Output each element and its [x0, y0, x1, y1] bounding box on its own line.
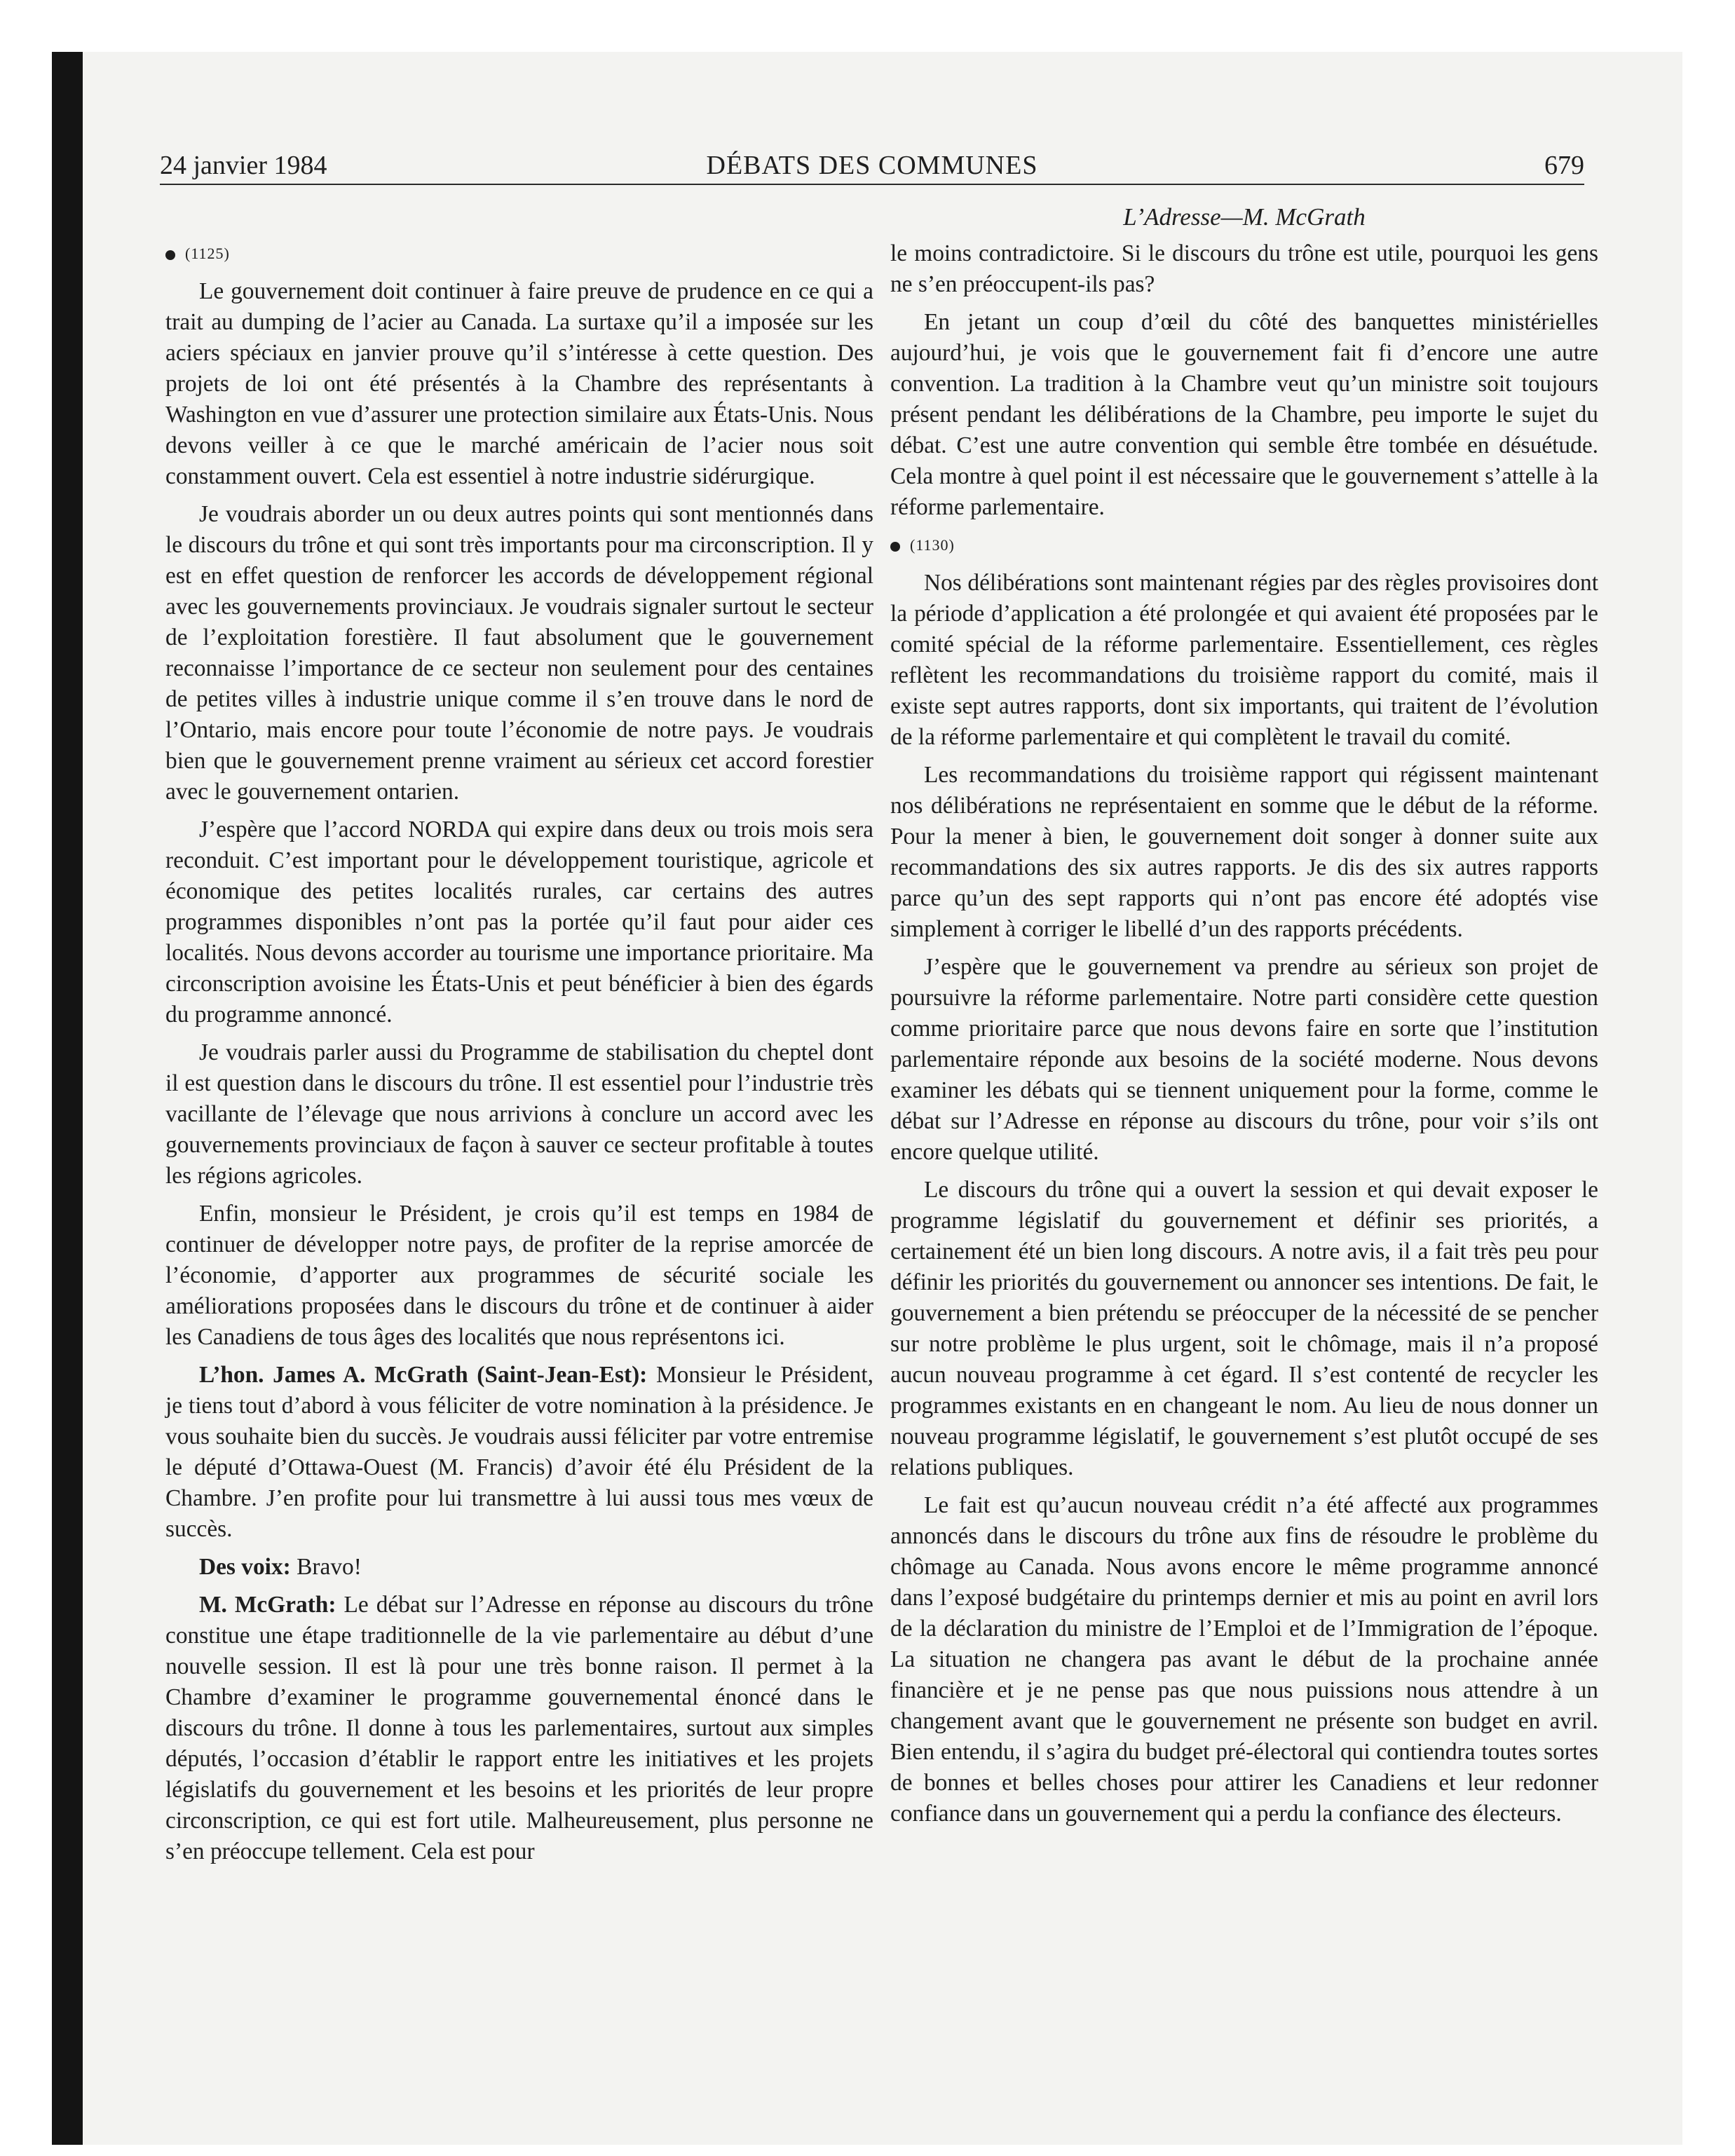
speech-text: Le débat sur l’Adresse en réponse au discours du trône constitue une étape traditionnelle de la vie parlementaire au début d’une nouvelle session. Il est là pour une très bonne raison. Il permet à la Chambre d’examiner le programme gouvernemental énoncé dans le discours du trône. Il donne à tous les parlementaires, surtout aux simples députés, l’occasion d’établir le rapport entre les initiatives et les projets législatifs du gouvernement et les besoins et les priorités de leur propre circonscription, ce qui est fort utile. Malheureusement, plus personne ne s’en préoccupe tellement. Cela est pour: [165, 1592, 873, 1864]
paragraph: J’espère que le gouvernement va prendre au sérieux son projet de poursuivre la réforme parlementaire. Notre parti considère cette question comme prioritaire parce que nous devons faire en sorte que l’institution parlementaire réponde aux besoins de la société moderne. Nous devons examiner les débats qui se tiennent uniquement pour la forme, comme le débat sur l’Adresse en réponse au discours du trône, pour voir s’ils ont encore quelque utilité.: [890, 954, 1598, 1165]
scan-border: [52, 52, 83, 2145]
paragraph: Le discours du trône qui a ouvert la session et qui devait exposer le programme législatif du gouvernement et définir ses priorités, a certainement été un bien long discours. A notre avis, il a fait très peu pour définir les priorités du gouvernement ou annoncer ses intentions. De fait, le gouvernement a bien prétendu se préoccuper de la nécessité de se pencher sur notre problème le plus urgent, soit le chômage, mais il n’a proposé aucun nouveau programme à cet égard. Il s’est contenté de recycler les programmes existants en en changeant le nom. Au lieu de nous donner un nouveau programme législatif, le gouvernement s’est plutôt occupé de ses relations publiques.: [890, 1177, 1598, 1480]
speaker-name: L’hon. James A. McGrath (Saint-Jean-Est):: [199, 1362, 648, 1388]
header-title: DÉBATS DES COMMUNES: [706, 151, 1038, 180]
speaker-name: M. McGrath:: [199, 1592, 336, 1618]
running-head: L’Adresse—M. McGrath: [1123, 203, 1366, 231]
speech-text: Monsieur le Président, je tiens tout d’abord à vous féliciter de votre nomination à la présidence. Je vous souhaite bien du succès. Je voudrais aussi féliciter par votre entremise le député d’Ottawa-Ouest (M. Francis) d’avoir été élu Président de la Chambre. J’en profite pour lui transmettre à lui aussi tous mes vœux de succès.: [165, 1362, 874, 1542]
paragraph: Je voudrais parler aussi du Programme de stabilisation du cheptel dont il est question dans le discours du trône. Il est essentiel pour l’industrie très vacillante de l’élevage que nous arrivions à conclure un accord avec les gouvernements provinciaux de façon à sauver ce secteur profitable à toutes les régions agricoles.: [165, 1039, 873, 1189]
time-marker-label: (1130): [910, 536, 955, 554]
page-header: [160, 147, 1584, 185]
speech-paragraph: [165, 1590, 873, 1867]
paragraph: Le fait est qu’aucun nouveau crédit n’a été affecté aux programmes annoncés dans le discours du trône aux fins de résoudre le problème du chômage au Canada. Nous avons encore le même programme annoncé dans l’exposé budgétaire du printemps dernier et mis au point en avril lors de la déclaration du ministre de l’Emploi et de l’Immigration de l’époque. La situation ne changera pas avant le début de la prochaine année financière et je ne pense pas que nous puissions nous attendre à un changement avant que le gouvernement ne présente son budget en avril. Bien entendu, il s’agira du budget pré-électoral qui contiendra toutes sortes de bonnes et belles choses pour attirer les Canadiens et leur redonner confiance dans un gouvernement qui a perdu la confiance des électeurs.: [890, 1492, 1598, 1827]
time-marker-label: (1125): [185, 245, 230, 262]
speech-paragraph: [165, 1360, 873, 1545]
header-date: 24 janvier 1984: [160, 151, 327, 180]
paragraph: le moins contradictoire. Si le discours du trône est utile, pourquoi les gens ne s’en préoccupent-ils pas?: [890, 240, 1598, 297]
paragraph: Nos délibérations sont maintenant régies par des règles provisoires dont la période d’application a été prolongée et qui avaient été proposées par le comité spécial de la réforme parlementaire. Essentiellement, ces règles reflètent les recommandations du troisième rapport du comité, mais il existe sept autres rapports, dont six importants, qui traitent de l’évolution de la réforme parlementaire et qui complètent le travail du comité.: [890, 570, 1598, 750]
paragraph: Enfin, monsieur le Président, je crois qu’il est temps en 1984 de continuer de développer notre pays, de profiter de la reprise amorcée de l’économie, d’apporter aux programmes de sécurité sociale les améliorations proposées dans le discours du trône et de continuer à aider les Canadiens de tous âges des localités que nous représentons ici.: [165, 1201, 873, 1350]
paragraph: J’espère que l’accord NORDA qui expire dans deux ou trois mois sera reconduit. C’est important pour le développement touristique, agricole et économique des petites localités rurales, car certains des autres programmes disponibles n’ont pas la portée qu’il faut pour aider ces localités. Nous devons accorder au tourisme une importance prioritaire. Ma circonscription avoisine les États-Unis et peut bénéficier à bien des égards du programme annoncé.: [165, 817, 873, 1028]
speaker-name: Des voix:: [199, 1554, 291, 1580]
paragraph: Je voudrais aborder un ou deux autres points qui sont mentionnés dans le discours du trône et qui sont très importants pour ma circonscription. Il y est en effet question de renforcer les accords de développement régional avec les gouvernements provinciaux. Je voudrais signaler surtout le secteur de l’exploitation forestière. Il faut absolument que le gouvernement reconnaisse l’importance de ce secteur non seulement pour des centaines de petites villes à industrie unique comme il s’en trouve dans le nord de l’Ontario, mais encore pour toute l’économie de notre pays. Je voudrais bien que le gouvernement prenne vraiment au sérieux cet accord forestier avec le gouvernement ontarien.: [165, 501, 873, 805]
speech-text: Bravo!: [290, 1554, 362, 1580]
paragraph: En jetant un coup d’œil du côté des banquettes ministérielles aujourd’hui, je vois que le gouvernement fait fi d’encore une autre convention. La tradition à la Chambre veut qu’un ministre soit toujours présent pendant les délibérations de la Chambre, peu importe le sujet du débat. C’est une autre convention qui semble être tombée en désuétude. Cela montre à quel point il est nécessaire que le gouvernement s’attelle à la réforme parlementaire.: [890, 309, 1598, 520]
right-column: [890, 238, 1598, 1836]
bullet-icon: [890, 542, 900, 552]
page-number: 679: [1544, 151, 1584, 180]
paragraph: Le gouvernement doit continuer à faire preuve de prudence en ce qui a trait au dumping de l’acier au Canada. La surtaxe qu’il a imposée sur les aciers spéciaux en janvier prouve qu’il s’intéresse à cette question. Des projets de loi ont été présentés à la Chambre des représentants à Washington en vue d’assurer une protection similaire aux États-Unis. Nous devons veiller à ce que le marché américain de l’acier nous soit constamment ouvert. Cela est essentiel à notre industrie sidérurgique.: [165, 278, 873, 489]
bullet-icon: [165, 250, 175, 260]
time-marker: [165, 238, 873, 269]
time-marker: [890, 530, 1598, 561]
speech-paragraph: [165, 1552, 873, 1583]
left-column: [165, 238, 873, 1874]
paragraph: Les recommandations du troisième rapport qui régissent maintenant nos délibérations ne représentaient en somme que le début de la réforme. Pour la mener à bien, le gouvernement doit songer à donner suite aux recommandations des six autres rapports. Je dis des six autres rapports parce qu’un des sept rapports qui n’ont pas encore été adoptés vise simplement à corriger le libellé d’un des rapports précédents.: [890, 762, 1598, 942]
